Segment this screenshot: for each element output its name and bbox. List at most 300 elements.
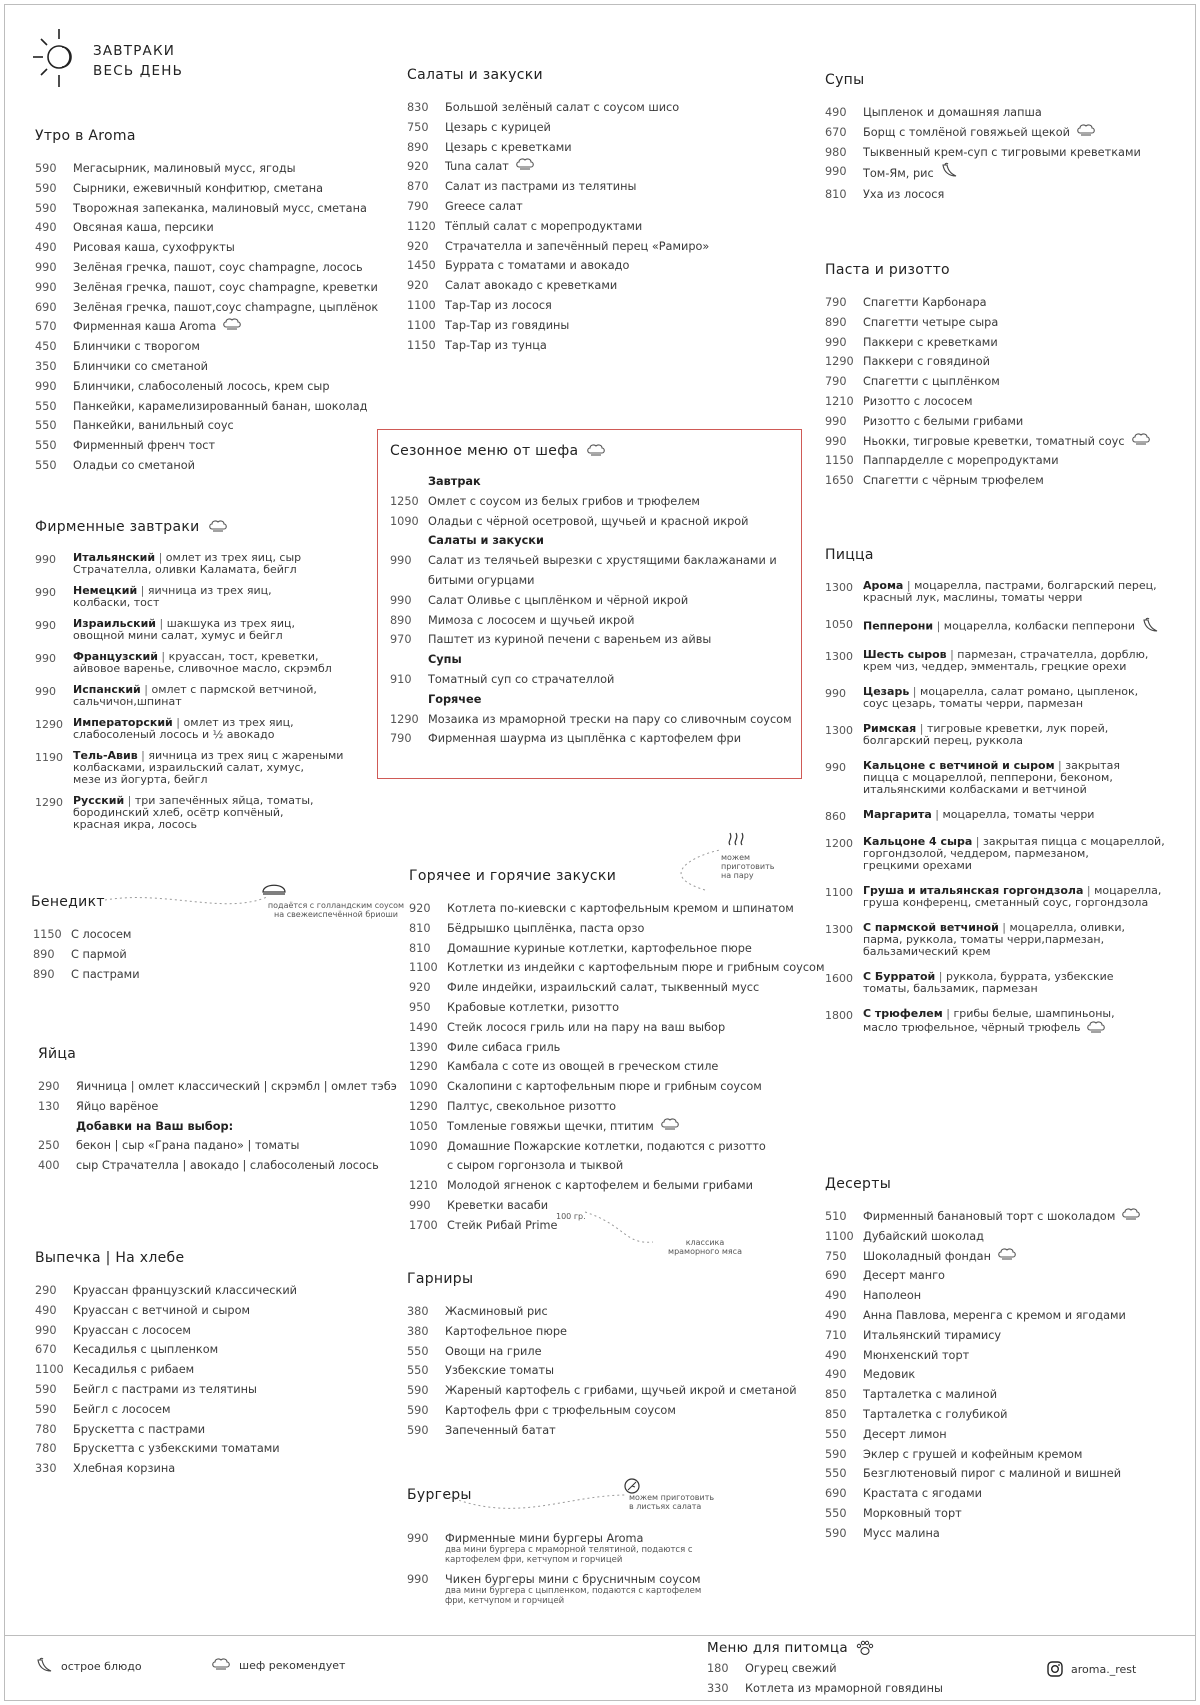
item-price: 590 xyxy=(825,1526,847,1540)
addons-list xyxy=(38,1136,397,1176)
item-price: 400 xyxy=(38,1159,60,1173)
menu-item xyxy=(825,392,1151,412)
menu-list xyxy=(407,98,709,355)
menu-item xyxy=(825,352,1151,372)
menu-item xyxy=(33,965,140,985)
menu-item xyxy=(825,432,1151,452)
item-price: 990 xyxy=(825,165,847,179)
item-name: Паккери с говядиной xyxy=(863,355,991,369)
menu-item xyxy=(407,217,709,237)
section-title: Гарниры xyxy=(407,1271,474,1287)
item-name: Блинчики со сметаной xyxy=(73,359,209,373)
item-name: Котлетки из индейки с картофельным пюре и грибным соусом xyxy=(447,961,825,975)
section-pizza xyxy=(825,546,1165,1049)
item-price: 1100 xyxy=(407,298,436,312)
item-name: Тыквенный крем-суп с тигровыми креветками xyxy=(863,145,1141,159)
item-name: Сырники, ежевичный конфитюр, сметана xyxy=(73,181,324,195)
menu-item xyxy=(409,1137,825,1157)
section-utro xyxy=(35,127,378,476)
item-name: Томленые говяжьи щечки, птитим xyxy=(447,1117,680,1137)
menu-item xyxy=(409,1077,825,1097)
item-name: Круассан с лососем xyxy=(73,1323,191,1337)
item-name: Зелёная гречка, пашот, соус champagne, креветки xyxy=(73,280,378,294)
item-name: Овощи на гриле xyxy=(445,1344,542,1358)
item-price: 990 xyxy=(390,593,412,607)
item-price: 1210 xyxy=(825,394,854,408)
item-name: Итальянский тирамису xyxy=(863,1328,1002,1342)
menu-item xyxy=(35,585,343,609)
menu-list xyxy=(825,580,1165,1036)
item-description: Императорский | омлет из трех яиц, слабосоленый лосось и ½ авокадо xyxy=(73,716,294,741)
menu-item xyxy=(409,958,825,978)
menu-list xyxy=(825,293,1151,491)
legend-chef xyxy=(211,1657,345,1673)
menu-item xyxy=(407,276,709,296)
item-name: Яичница | омлет классический | скрэмбл | омлет тэбэ xyxy=(76,1080,397,1093)
menu-item xyxy=(35,1340,297,1360)
item-price: 330 xyxy=(707,1681,729,1695)
item-price: 1050 xyxy=(825,618,853,631)
chef-hat-icon xyxy=(222,317,242,337)
item-name: Оладьи с чёрной осетровой, щучьей и красной икрой xyxy=(428,514,749,528)
menu-item xyxy=(35,377,378,397)
item-price: 380 xyxy=(407,1324,429,1338)
menu-item xyxy=(35,199,378,219)
menu-item xyxy=(825,1247,1141,1267)
logo-line-1: ЗАВТРАКИ xyxy=(93,43,176,59)
menu-item xyxy=(825,649,1165,673)
menu-item xyxy=(825,686,1165,710)
item-name: Цыпленок и домашняя лапша xyxy=(863,106,1042,119)
section-title: Супы xyxy=(825,72,865,88)
item-name: сыр Страчателла | авокадо | слабосоленый лосось xyxy=(76,1159,379,1173)
item-name: Десерт манго xyxy=(863,1269,945,1283)
menu-item xyxy=(407,197,709,217)
section-title: Фирменные завтраки xyxy=(35,518,343,536)
item-price: 490 xyxy=(35,221,57,235)
item-description: Римская | тигровые креветки, лук порей, болгарский перец, руккола xyxy=(863,722,1109,747)
item-name: Брускетта с пастрами xyxy=(73,1422,206,1436)
item-price: 780 xyxy=(35,1442,57,1456)
section-title: Меню для питомца xyxy=(707,1639,943,1657)
menu-item xyxy=(825,471,1151,491)
menu-item xyxy=(825,1405,1141,1425)
item-name: Немецкий xyxy=(73,584,138,597)
menu-item xyxy=(407,296,709,316)
menu-item xyxy=(409,1196,825,1216)
item-name: Том-Ям, рис xyxy=(863,162,958,185)
item-price: 990 xyxy=(825,414,847,428)
item-price: 990 xyxy=(35,685,56,698)
item-name: Бейгл с лососем xyxy=(73,1402,171,1416)
menu-item xyxy=(825,1346,1141,1366)
item-price: 1200 xyxy=(825,837,853,850)
item-name: Арома xyxy=(863,579,904,592)
item-price: 920 xyxy=(409,981,431,995)
item-price: 490 xyxy=(825,106,847,119)
item-description: Шесть сыров | пармезан, страчателла, дорблю, крем чиз, чеддер, эмменталь, грецкие орехи xyxy=(863,648,1149,673)
item-name: Домашние Пожарские котлетки, подаются с ризотто xyxy=(447,1139,766,1153)
item-price: 1390 xyxy=(409,1040,438,1054)
instagram-link[interactable] xyxy=(1047,1661,1136,1677)
item-name: С пармой xyxy=(71,947,127,961)
menu-item xyxy=(35,1321,297,1341)
item-price: 670 xyxy=(35,1343,57,1357)
beef-note: классика мраморного мяса xyxy=(668,1238,742,1256)
item-price: 790 xyxy=(390,732,412,746)
item-name: Шоколадный фондан xyxy=(863,1247,1017,1267)
menu-item xyxy=(407,1322,797,1342)
item-name: С Бурратой xyxy=(863,970,936,983)
menu-item xyxy=(35,717,343,741)
item-description: Пепперони | моцарелла, колбаски пепперони xyxy=(863,617,1159,636)
item-price: 590 xyxy=(407,1384,429,1398)
seasonal-list xyxy=(390,472,792,749)
item-name: Анна Павлова, меренга с кремом и ягодами xyxy=(863,1308,1126,1322)
section-title: Пицца xyxy=(825,547,874,563)
item-price: 550 xyxy=(407,1344,429,1358)
section-signature-breakfasts xyxy=(35,518,343,840)
item-price: 1700 xyxy=(409,1218,438,1232)
item-price: 1100 xyxy=(409,961,438,975)
item-name: Груша и итальянская горгондзола xyxy=(863,884,1084,897)
item-name: Салат из телячьей вырезки с хрустящими баклажанами и битыми огурцами xyxy=(428,554,777,587)
item-name: Цезарь с курицей xyxy=(445,120,551,134)
item-name: Оладьи со сметаной xyxy=(73,458,195,472)
item-name: Цезарь с креветками xyxy=(445,140,572,154)
item-name: Мегасырник, малиновый мусс, ягоды xyxy=(73,162,296,175)
item-price: 990 xyxy=(390,554,412,568)
menu-item xyxy=(825,1266,1141,1286)
menu-item xyxy=(35,298,378,318)
menu-item xyxy=(35,436,378,456)
menu-item xyxy=(825,333,1151,353)
item-name: Тар-Тар из лосося xyxy=(445,298,552,312)
item-name: Цезарь xyxy=(863,685,910,698)
item-name: Хлебная корзина xyxy=(73,1462,176,1476)
weight-note: 100 гр. xyxy=(556,1212,586,1221)
item-name: Тар-Тар из говядины xyxy=(445,318,570,332)
item-name: Спагетти с цыплёнком xyxy=(863,375,1000,389)
item-price: 890 xyxy=(407,140,429,154)
logo-line-2: ВЕСЬ ДЕНЬ xyxy=(93,63,184,79)
item-name: Зелёная гречка, пашот, соус champagne, лосось xyxy=(73,260,363,274)
item-name: Русский xyxy=(73,794,125,807)
item-name: Омлет с соусом из белых грибов и трюфелем xyxy=(428,494,700,508)
item-price: 750 xyxy=(407,120,429,134)
menu-list xyxy=(407,1302,797,1441)
menu-item xyxy=(390,630,792,650)
item-name: Фирменная каша Aroma xyxy=(73,317,242,337)
item-name: Брускетта с узбекскими томатами xyxy=(73,1442,280,1456)
menu-item xyxy=(825,617,1165,636)
item-price: 1450 xyxy=(407,259,436,273)
menu-item xyxy=(407,1381,797,1401)
chef-hat-icon xyxy=(1086,1020,1106,1036)
item-name: Французский xyxy=(73,650,158,663)
item-price: 690 xyxy=(35,300,57,314)
item-price: 990 xyxy=(407,1532,429,1545)
menu-item xyxy=(409,1216,825,1236)
item-price: 1250 xyxy=(390,494,419,508)
menu-item xyxy=(825,1464,1141,1484)
item-price: 890 xyxy=(33,967,55,981)
menu-item xyxy=(407,118,709,138)
menu-item xyxy=(825,1306,1141,1326)
item-price: 590 xyxy=(35,1402,57,1416)
menu-item xyxy=(407,1421,797,1441)
menu-item xyxy=(825,922,1165,958)
chef-hat-icon xyxy=(660,1117,680,1137)
item-description: Французский | круассан, тост, креветки, айвовое варенье, сливочное масло, скрэмбл xyxy=(73,650,332,675)
item-name: Запеченный батат xyxy=(445,1423,556,1437)
item-price: 1290 xyxy=(825,355,854,369)
menu-item xyxy=(35,795,343,831)
section-benedict xyxy=(31,893,140,984)
menu-item xyxy=(407,98,709,118)
item-price: 550 xyxy=(35,458,57,472)
item-price: 990 xyxy=(35,280,57,294)
item-description: Немецкий | яичница из трех яиц, колбаски, тост xyxy=(73,584,272,609)
menu-item xyxy=(409,939,825,959)
item-price: 1290 xyxy=(409,1060,438,1074)
menu-item xyxy=(825,162,1141,185)
menu-list xyxy=(38,1077,397,1117)
item-price: 810 xyxy=(409,941,431,955)
item-name: С трюфелем xyxy=(863,1007,943,1020)
section-sides xyxy=(407,1270,797,1441)
item-price: 790 xyxy=(825,296,847,309)
menu-item xyxy=(35,1380,297,1400)
item-description: С пармской ветчиной | моцарелла, оливки, парма, руккола, томаты черри,пармезан, бальзамический крем xyxy=(863,921,1125,958)
menu-item xyxy=(409,899,825,919)
item-price: 1800 xyxy=(825,1009,853,1022)
item-name: Блинчики с творогом xyxy=(73,340,200,354)
menu-list xyxy=(409,899,825,1236)
item-price: 590 xyxy=(35,181,57,195)
menu-item xyxy=(407,1573,701,1587)
item-name: Палтус, свекольное ризотто xyxy=(447,1099,617,1113)
menu-item xyxy=(409,1097,825,1117)
item-name: Крастата с ягодами xyxy=(863,1487,982,1501)
item-name: с сыром горгонзола и тыквой xyxy=(447,1159,624,1173)
item-name: Стейк лосося гриль или на пару на ваш выбор xyxy=(447,1020,726,1034)
item-name: Овсяная каша, персики xyxy=(73,221,214,235)
menu-list xyxy=(33,925,140,984)
item-price: 1290 xyxy=(409,1099,438,1113)
menu-item xyxy=(407,157,709,177)
item-name: Стейк Рибай Prime xyxy=(447,1218,558,1232)
menu-item xyxy=(407,177,709,197)
menu-item xyxy=(35,179,378,199)
item-price: 750 xyxy=(825,1249,847,1263)
section-title: Яйца xyxy=(38,1046,77,1062)
item-name: Блинчики, слабосоленый лосось, крем сыр xyxy=(73,379,330,393)
item-name: Кальцоне 4 сыра xyxy=(863,835,973,848)
item-price: 1290 xyxy=(35,796,63,809)
seasonal-menu-box xyxy=(377,429,802,779)
chef-hat-icon xyxy=(1121,1207,1141,1227)
item-price: 1290 xyxy=(390,712,419,726)
menu-item xyxy=(825,1524,1141,1544)
item-name: Котлета из мраморной говядины xyxy=(745,1681,943,1695)
menu-item xyxy=(409,1117,825,1137)
item-name: Пепперони xyxy=(863,619,934,633)
menu-item xyxy=(35,1439,297,1459)
item-price: 810 xyxy=(825,188,847,202)
menu-item xyxy=(390,729,792,749)
item-name: Десерт лимон xyxy=(863,1427,947,1441)
menu-item xyxy=(390,591,792,611)
menu-item xyxy=(825,723,1165,747)
item-price: 990 xyxy=(35,553,56,566)
legend-chef-label: шеф рекомендует xyxy=(239,1658,346,1672)
menu-item xyxy=(409,1156,825,1176)
item-name: Чикен бургеры мини с брусничным соусом xyxy=(445,1573,701,1586)
section-title: Салаты и закуски xyxy=(407,67,543,83)
menu-item xyxy=(390,512,792,532)
item-name: Эклер с грушей и кофейным кремом xyxy=(863,1447,1083,1461)
menu-item xyxy=(825,1385,1141,1405)
item-price: 950 xyxy=(409,1000,431,1014)
item-price: 130 xyxy=(38,1099,60,1113)
menu-list xyxy=(35,552,343,831)
item-name: Итальянский xyxy=(73,551,156,564)
item-description: Маргарита | моцарелла, томаты черри xyxy=(863,808,1095,821)
item-price: 590 xyxy=(825,1447,847,1461)
item-price: 990 xyxy=(35,586,56,599)
item-price: 790 xyxy=(407,199,429,213)
item-name: Мюнхенский торт xyxy=(863,1348,970,1362)
item-name: Панкейки, ванильный соус xyxy=(73,419,234,433)
menu-item xyxy=(825,1207,1141,1227)
legend-spicy xyxy=(35,1657,142,1676)
item-name: Спагетти четыре сыра xyxy=(863,315,999,329)
menu-item xyxy=(35,337,378,357)
item-name: Салат авокадо с креветками xyxy=(445,279,618,293)
menu-item xyxy=(407,237,709,257)
item-description: Израильский | шакшука из трех яиц, овощной мини салат, хумус и бейгл xyxy=(73,617,296,642)
item-price: 690 xyxy=(825,1487,847,1501)
menu-item xyxy=(409,978,825,998)
menu-item xyxy=(707,1679,943,1699)
item-price: 350 xyxy=(35,359,57,373)
item-name: Жареный картофель с грибами, щучьей икрой и сметаной xyxy=(445,1384,797,1398)
item-price: 990 xyxy=(825,761,846,774)
menu-item xyxy=(35,238,378,258)
menu-item xyxy=(707,1659,943,1679)
menu-list xyxy=(707,1659,943,1699)
menu-item xyxy=(35,317,378,337)
section-title: Выпечка | На хлебе xyxy=(35,1250,185,1266)
menu-item xyxy=(35,416,378,436)
item-name: бекон | сыр «Грана падано» | томаты xyxy=(76,1139,300,1153)
item-name: Тарталетка с голубикой xyxy=(863,1407,1008,1421)
item-price: 1150 xyxy=(407,338,436,352)
section-hot xyxy=(409,867,825,1236)
item-price: 1150 xyxy=(33,928,62,941)
menu-item xyxy=(825,1326,1141,1346)
item-price: 180 xyxy=(707,1662,729,1675)
item-price: 1100 xyxy=(35,1363,64,1377)
item-price: 850 xyxy=(825,1407,847,1421)
item-price: 550 xyxy=(825,1467,847,1481)
item-price: 990 xyxy=(825,687,846,700)
menu-item xyxy=(407,1342,797,1362)
menu-item xyxy=(35,159,378,179)
item-name: Буррата с томатами и авокадо xyxy=(445,259,630,273)
item-price: 990 xyxy=(407,1573,429,1586)
menu-list xyxy=(825,1207,1141,1544)
item-price: 830 xyxy=(407,101,429,114)
menu-item xyxy=(825,760,1165,796)
item-price: 450 xyxy=(35,340,57,354)
benedict-note: подаётся с голландским соусом на свежеиспечённой бриоши xyxy=(267,901,405,919)
item-name: Огурец свежий xyxy=(745,1662,837,1675)
item-name: Тёплый салат с морепродуктами xyxy=(445,219,643,233)
item-name: Морковный торт xyxy=(863,1506,962,1520)
section-bakery xyxy=(35,1249,297,1479)
menu-item xyxy=(390,670,792,690)
item-price: 780 xyxy=(35,1422,57,1436)
item-price: 510 xyxy=(825,1210,847,1223)
menu-item xyxy=(35,218,378,238)
item-price: 380 xyxy=(407,1305,429,1318)
menu-item xyxy=(825,1286,1141,1306)
chef-hat-icon xyxy=(586,443,606,460)
item-name: Медовик xyxy=(863,1368,916,1382)
item-price: 890 xyxy=(825,315,847,329)
menu-list xyxy=(35,1281,297,1479)
menu-item xyxy=(825,293,1151,313)
item-price: 290 xyxy=(38,1080,60,1093)
item-price: 1190 xyxy=(35,751,63,764)
menu-item xyxy=(35,456,378,476)
seasonal-group-title: Завтрак xyxy=(428,475,481,488)
item-name: Круассан французский классический xyxy=(73,1284,298,1297)
item-name: Израильский xyxy=(73,617,157,630)
menu-item xyxy=(35,258,378,278)
item-price: 860 xyxy=(825,810,846,823)
menu-item xyxy=(825,1425,1141,1445)
menu-item xyxy=(35,1400,297,1420)
menu-item xyxy=(825,1008,1165,1036)
menu-item xyxy=(407,256,709,276)
item-price: 1600 xyxy=(825,972,853,985)
section-title: Утро в Aroma xyxy=(35,128,136,144)
menu-item xyxy=(825,372,1151,392)
item-name: Испанский xyxy=(73,683,141,696)
section-salads xyxy=(407,66,709,355)
item-price: 990 xyxy=(35,652,56,665)
menu-item xyxy=(407,1532,701,1546)
item-price: 550 xyxy=(35,419,57,433)
menu-item xyxy=(35,397,378,417)
menu-item xyxy=(35,552,343,576)
menu-item xyxy=(407,1361,797,1381)
seasonal-group-title: Салаты и закуски xyxy=(428,534,544,548)
menu-item xyxy=(38,1156,397,1176)
menu-page xyxy=(4,4,1196,1701)
item-name: Салат из пастрами из телятины xyxy=(445,180,637,194)
item-description: два мини бургера с цыпленком, подаются с картофелем фри, кетчупом и горчицей xyxy=(445,1586,702,1606)
item-name: Зелёная гречка, пашот,соус champagne, цыплёнок xyxy=(73,300,379,314)
item-price xyxy=(409,1156,447,1176)
menu-item xyxy=(409,1018,825,1038)
section-title: Сезонное меню от шефа xyxy=(390,442,606,460)
item-name: Круассан с ветчиной и сыром xyxy=(73,1303,251,1317)
item-name: Шесть сыров xyxy=(863,648,947,661)
